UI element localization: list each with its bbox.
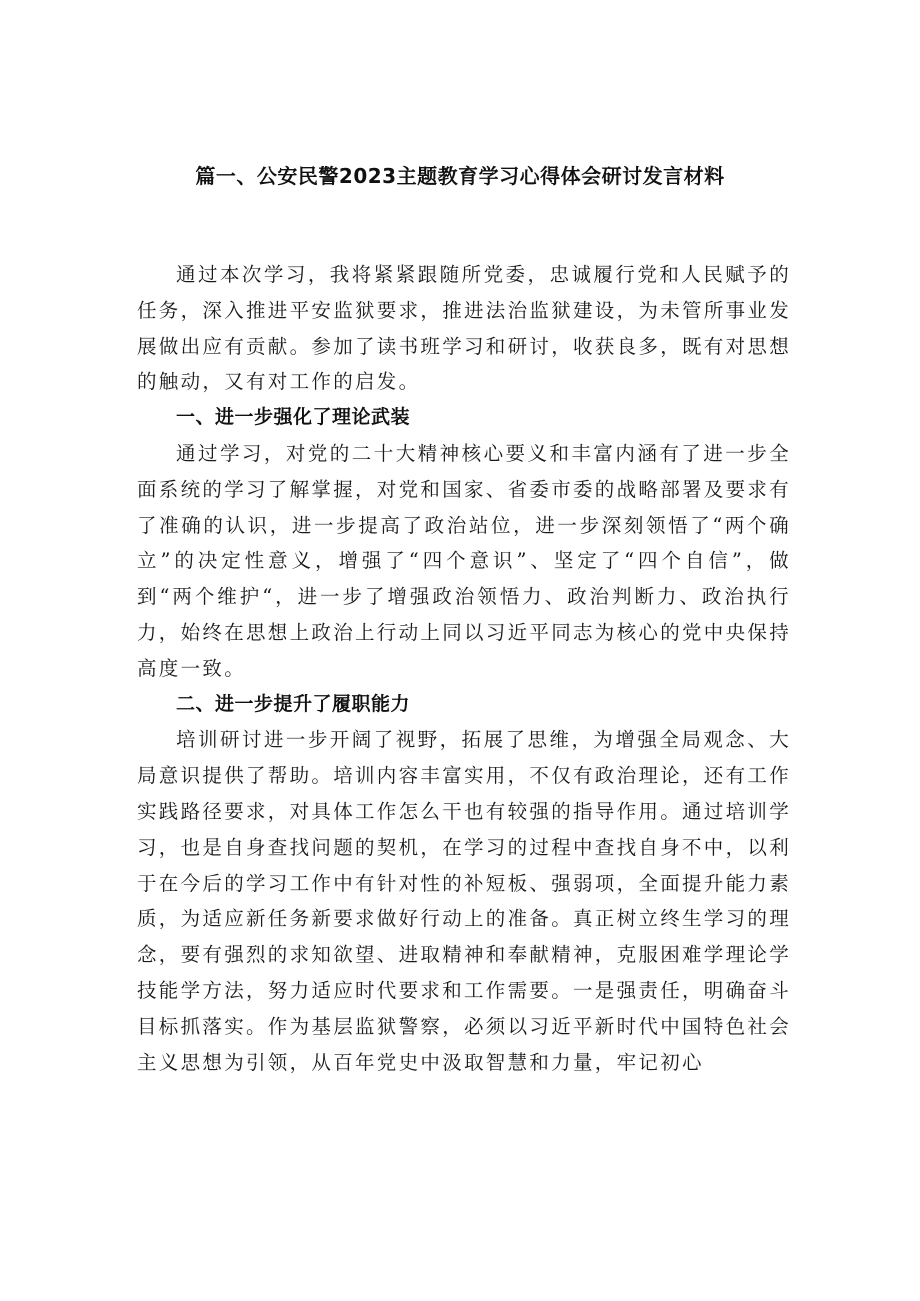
section-1-paragraph: 通过学习，对党的二十大精神核心要义和丰富内涵有了进一步全面系统的学习了解掌握，对党和国家、省委市委的战略部署及要求有了准确的认识，进一步提高了政治站位，进一步深刻领悟了“两个确立”的决定性意义，增强了“四个意识”、坚定了“四个自信”，做到“两个维护“，进一步了增强政治领悟力、政治判断力、政治执行力，始终在思想上政治上行动上同以习近平同志为核心的党中央保持高度一致。 — [137, 441, 792, 680]
document-title: 篇一、公安民警2023主题教育学习心得体会研讨发言材料 — [195, 164, 725, 188]
section-2-heading: 二、进一步提升了履职能力 — [176, 692, 411, 715]
section-1-heading: 一、进一步强化了理论武装 — [176, 406, 411, 429]
section-2-paragraph: 培训研讨进一步开阔了视野，拓展了思维，为增强全局观念、大局意识提供了帮助。培训内容丰富实用，不仅有政治理论，还有工作实践路径要求，对具体工作怎么干也有较强的指导作用。通过培训学习，也是自身查找问题的契机，在学习的过程中查找自身不中，以利于在今后的学习工作中有针对性的补短板、强弱项，全面提升能力素质，为适应新任务新要求做好行动上的准备。真正树立终生学习的理念，要有强烈的求知欲望、进取精神和奉献精神，克服困难学理论学技能学方法，努力适应时代要求和工作需要。一是强责任，明确奋斗目标抓落实。作为基层监狱警察，必须以习近平新时代中国特色社会主义思想为引领，从百年党史中汲取智慧和力量，牢记初心 — [137, 728, 792, 1074]
document-body — [137, 257, 791, 1080]
intro-paragraph: 通过本次学习，我将紧紧跟随所党委，忠诚履行党和人民赋予的任务，深入推进平安监狱要求，推进法治监狱建设，为未管所事业发展做出应有贡献。参加了读书班学习和研讨，收获良多，既有对思想的触动，又有对工作的启发。 — [137, 263, 792, 394]
